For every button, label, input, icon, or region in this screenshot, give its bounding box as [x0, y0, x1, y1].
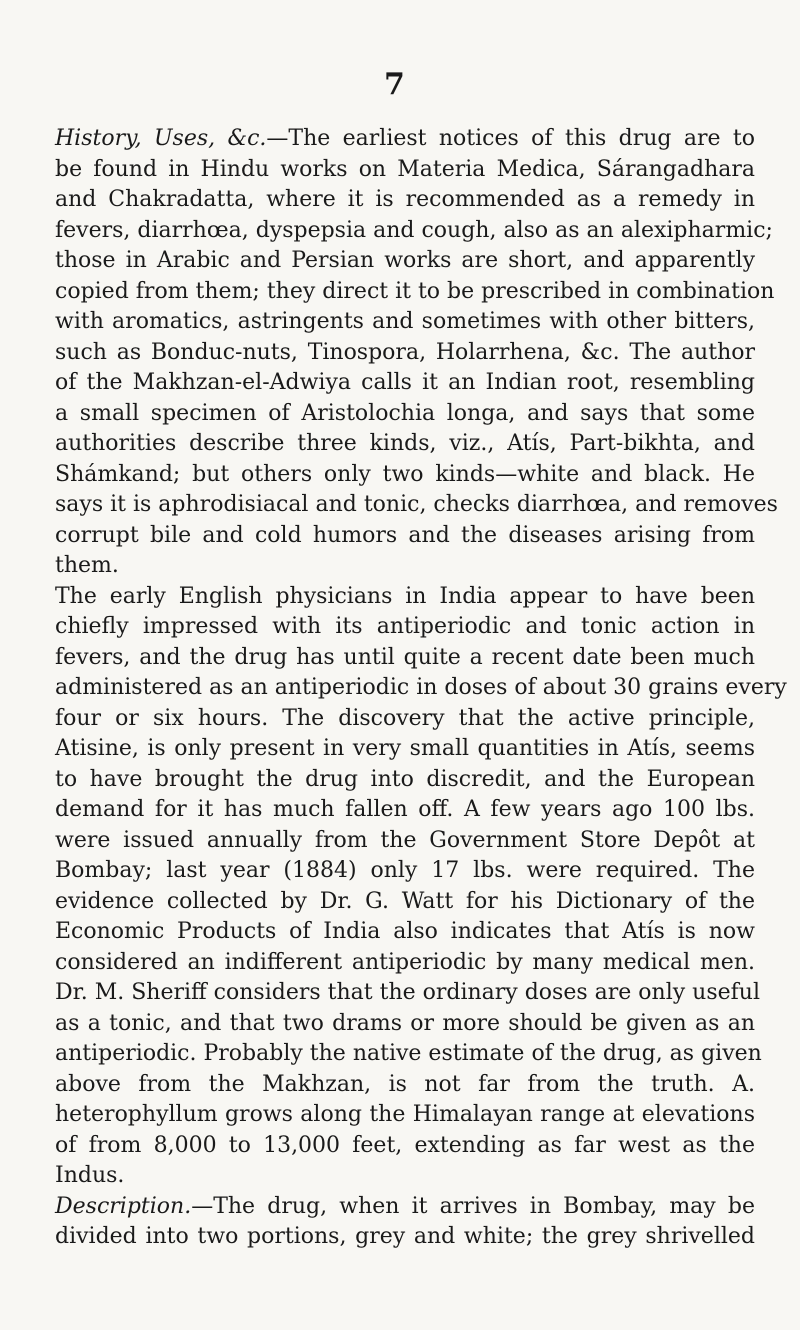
- text-line: The early English physicians in India appear to have been: [55, 583, 755, 609]
- text-line: fevers, diarrhœa, dyspepsia and cough, also as an alexipharmic;: [55, 217, 773, 243]
- text-line: were issued annually from the Government Store Depôt at: [55, 827, 755, 853]
- text-line: chiefly impressed with its antiperiodic and tonic action in: [55, 614, 755, 639]
- text-line: a small specimen of Aristolochia longa, and says that some: [55, 400, 755, 426]
- text-line: copied from them; they direct it to be prescribed in combination: [55, 278, 775, 304]
- text-line: considered an indifferent antiperiodic by many medical men.: [55, 949, 755, 975]
- section-heading-history: History, Uses, &c.: [55, 126, 267, 151]
- text-line: Atisine, is only present in very small quantities in Atís, seems: [55, 736, 755, 761]
- text-line: Shámkand; but others only two kinds—white and black. He: [55, 461, 755, 487]
- text-line: them.: [55, 553, 119, 578]
- text-line: such as Bonduc-nuts, Tinospora, Holarrhena, &c. The author: [55, 339, 755, 365]
- text-line: be found in Hindu works on Materia Medica, Sárangadhara: [55, 156, 755, 182]
- text-line: Bombay; last year (1884) only 17 lbs. were required. The: [55, 858, 755, 883]
- text-line: corrupt bile and cold humors and the diseases arising from: [55, 522, 755, 548]
- text-line: [55, 124, 755, 154]
- text-line: above from the Makhzan, is not far from the truth. A.: [55, 1071, 755, 1097]
- text-line: demand for it has much fallen off. A few years ago 100 lbs.: [55, 797, 755, 822]
- text-line: as a tonic, and that two drams or more should be given as an: [55, 1010, 755, 1036]
- text-line: of the Makhzan-el-Adwiya calls it an Indian root, resembling: [55, 370, 755, 395]
- text-line: to have brought the drug into discredit, and the European: [55, 766, 755, 792]
- text-line: heterophyllum grows along the Himalayan range at elevations: [55, 1102, 755, 1127]
- text-line: of from 8,000 to 13,000 feet, extending as far west as the: [55, 1132, 755, 1158]
- text-line: says it is aphrodisiacal and tonic, checks diarrhœa, and removes: [55, 492, 778, 517]
- text-line: Indus.: [55, 1163, 125, 1188]
- text-line: four or six hours. The discovery that the active principle,: [55, 705, 755, 731]
- text-line: evidence collected by Dr. G. Watt for his Dictionary of the: [55, 888, 755, 914]
- text-line-remainder: —The drug, when it arrives in Bombay, may be: [191, 1193, 755, 1219]
- text-line: antiperiodic. Probably the native estimate of the drug, as given: [55, 1041, 762, 1066]
- text-line-remainder: —The earliest notices of this drug are to: [266, 126, 755, 151]
- page-number: 7: [384, 67, 405, 102]
- text-line: divided into two portions, grey and white; the grey shrivelled: [55, 1224, 755, 1249]
- text-line: with aromatics, astringents and sometimes with other bitters,: [55, 309, 755, 334]
- text-line: and Chakradatta, where it is recommended as a remedy in: [55, 187, 755, 212]
- text-line: administered as an antiperiodic in doses of about 30 grains every: [55, 675, 787, 700]
- text-line: authorities describe three kinds, viz., Atís, Part-bikhta, and: [55, 431, 755, 456]
- text-line: those in Arabic and Persian works are short, and apparently: [55, 248, 755, 273]
- text-line: Economic Products of India also indicates that Atís is now: [55, 919, 755, 944]
- text-line: Dr. M. Sheriff considers that the ordinary doses are only useful: [55, 980, 760, 1005]
- text-line: fevers, and the drug has until quite a recent date been much: [55, 644, 755, 670]
- section-heading-description: Description.: [55, 1193, 192, 1219]
- text-line: [55, 1192, 755, 1222]
